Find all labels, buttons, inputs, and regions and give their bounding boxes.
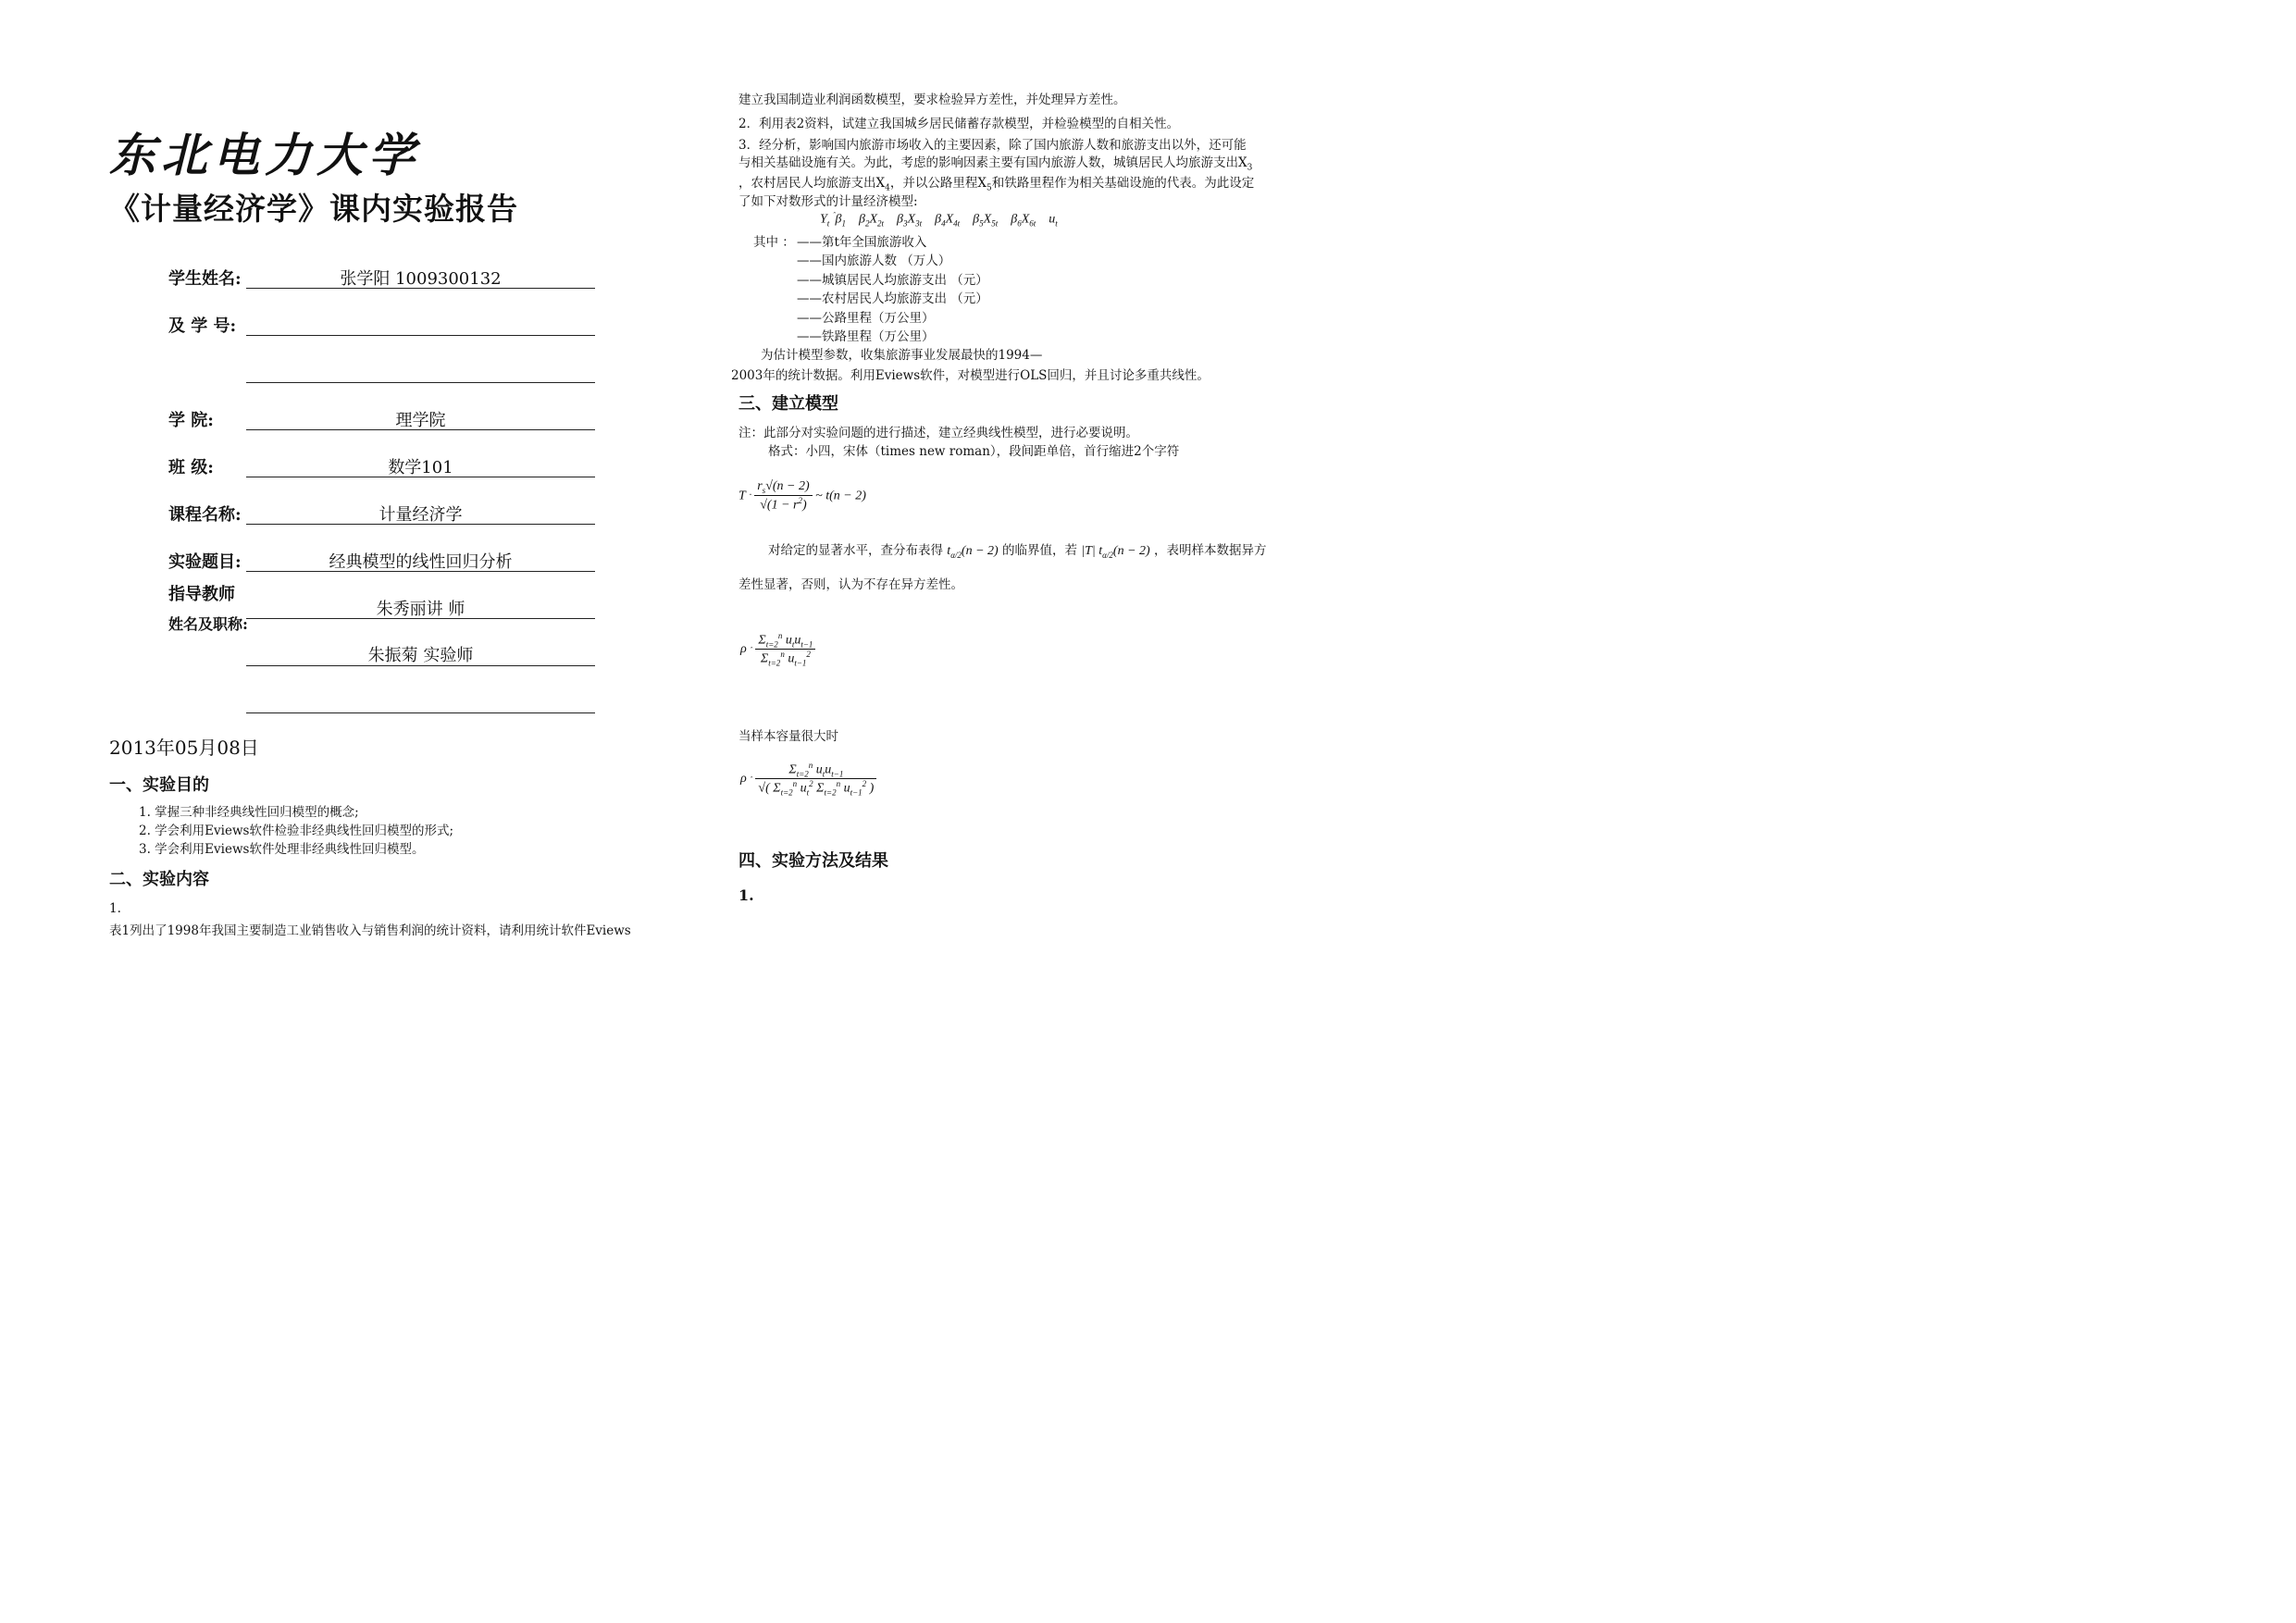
content-item1-number: 1.: [109, 901, 121, 916]
field-value-college: 理学院: [395, 411, 446, 430]
field-label-advisor: 指导教师: [168, 585, 235, 604]
content-line-5: ，农村居民人均旅游支出$X_4$，并以公路里程$X_5$和铁路里程作为相关基础设施的代表。为此设定: [738, 176, 1255, 193]
data-line-2: 2003年的统计数据。利用Eviews软件，对模型进行OLS回归，并且讨论多重共线性。: [731, 368, 1210, 383]
section4-heading: 四、实验方法及结果: [738, 851, 888, 871]
where-item-5: ——公路里程（万公里）: [797, 311, 935, 326]
report-title: 《计量经济学》课内实验报告: [109, 191, 518, 227]
critical-text-b: 的临界值，若: [1002, 543, 1077, 558]
critical-compare-expr: |T| $t_{\alpha/2}(n - 2)$: [1081, 544, 1150, 560]
critical-value-text: [768, 539, 1266, 560]
field-label-course: 课程名称:: [168, 505, 242, 525]
objective-3: 3. 学会利用Eviews软件处理非经典线性回归模型。: [139, 842, 425, 857]
content-item1-text: 表1列出了1998年我国主要制造工业销售收入与销售利润的统计资料，请利用统计软件Eviews: [109, 923, 631, 938]
content-line-1: 建立我国制造业利润函数模型，要求检验异方差性，并处理异方差性。: [738, 93, 1126, 107]
field-value-class: 数学101: [388, 458, 453, 477]
where-item-4: ——农村居民人均旅游支出 （元）: [797, 291, 988, 306]
large-sample-text: 当样本容量很大时: [738, 729, 838, 744]
field-label-name: 学生姓名:: [168, 269, 242, 289]
field-label-id: 及 学 号:: [168, 316, 237, 336]
field-value-course: 计量经济学: [379, 505, 463, 525]
section4-item-1: 1.: [738, 886, 754, 904]
objective-2: 2. 学会利用Eviews软件检验非经典线性回归模型的形式;: [139, 824, 453, 838]
field-value-advisor: 朱秀丽讲 师: [376, 600, 465, 619]
field-label-college: 学 院:: [168, 411, 214, 430]
field-value-topic: 经典模型的线性回归分析: [329, 552, 513, 572]
critical-text-c: ，表明样本数据异方: [1153, 543, 1267, 558]
field-value-name: 张学阳 1009300132: [340, 269, 502, 289]
data-line-1: 为估计模型参数，收集旅游事业发展最快的1994—: [761, 348, 1043, 363]
field-label-topic: 实验题目:: [168, 552, 242, 572]
field-label-advisor-title: 姓名及职称:: [168, 615, 248, 633]
content-line-2: 2．利用表2资料，试建立我国城乡居民储蓄存款模型，并检验模型的自相关性。: [738, 117, 1180, 131]
note-line-2: 格式：小四，宋体（times new roman），段间距单倍，首行缩进2个字符: [768, 444, 1180, 459]
content-line-4-text: 与相关基础设施有关。为此，考虑的影响因素主要有国内旅游人数，城镇居民人均旅游支出X: [738, 155, 1247, 170]
field-line-college: [246, 429, 595, 430]
objective-1: 1. 掌握三种非经典线性回归模型的概念;: [139, 805, 359, 820]
where-item-1: ——第t年全国旅游收入: [797, 235, 927, 250]
critical-t-expr: $t_{\alpha/2}(n - 2)$: [947, 544, 999, 560]
field-line-last: [246, 712, 595, 713]
section2-heading: 二、实验内容: [109, 870, 209, 889]
field-line-course: [246, 524, 595, 525]
content-line-4: 与相关基础设施有关。为此，考虑的影响因素主要有国内旅游人数，城镇居民人均旅游支出$X_3$: [738, 155, 1253, 173]
critical-text-a: 对给定的显著水平，查分布表得: [768, 543, 943, 558]
field-value-advisor2: 朱振菊 实验师: [367, 646, 474, 665]
content-line-5-tail: 和铁路里程作为相关基础设施的代表。为此设定: [991, 176, 1255, 191]
report-date: 2013年05月08日: [109, 737, 259, 759]
content-line-5-text: ，农村居民人均旅游支出X: [738, 176, 886, 191]
where-item-3: ——城镇居民人均旅游支出 （元）: [797, 273, 988, 288]
t-statistic-formula: T ˆ $\frac{r_s√(n - 2)}{√(1 - r^2)}$ ~ t(n − 2): [738, 479, 866, 513]
content-line-6: 了如下对数形式的计量经济模型:: [738, 194, 918, 209]
where-item-6: ——铁路里程（万公里）: [797, 329, 935, 344]
field-line-id: [246, 335, 595, 336]
field-line-blank: [246, 382, 595, 383]
where-item-2: ——国内旅游人数 （万人）: [797, 254, 951, 268]
content-line-5-mid: ，并以公路里程X: [889, 176, 987, 191]
section1-heading: 一、实验目的: [109, 775, 209, 795]
where-label: 其中 ：: [753, 235, 795, 250]
section3-heading: 三、建立模型: [738, 394, 838, 414]
content-line-3: 3．经分析，影响国内旅游市场收入的主要因素，除了国内旅游人数和旅游支出以外，还可能: [738, 138, 1247, 153]
field-line-advisor2: [246, 665, 595, 666]
field-label-class: 班 级:: [168, 458, 214, 477]
field-line-topic: [246, 571, 595, 572]
log-model-formula: $Y_t$ $^ˆ\beta_1$ $\beta_2X_{2t}$ $\beta_3X_{3t}$ $\beta_4X_{4t}$ $\beta_5X_{5t}$ $\beta_6X_{6t}$ $u_t$: [820, 211, 1058, 229]
field-line-name: [246, 288, 595, 289]
note-line-1: 注：此部分对实验问题的进行描述，建立经典线性模型，进行必要说明。: [738, 426, 1138, 440]
rho-formula-1: ρ ˆ $\frac{\Sigma_{t=2}^n u_tu_{t-1}}{\Sigma_{t=2}^n u_{t-1}^2}$: [740, 631, 815, 668]
university-logo: 东北电力大学: [109, 128, 420, 182]
rho-formula-2: ρ ˆ $\frac{\Sigma_{t=2}^n u_tu_{t-1}}{√( \Sigma_{t=2}^n u_t^2 \Sigma_{t=2}^n u_{t-1}^2 )}$: [740, 761, 876, 798]
critical-text-d: 差性显著，否则，认为不存在异方差性。: [738, 577, 963, 592]
field-line-advisor: [246, 618, 595, 619]
